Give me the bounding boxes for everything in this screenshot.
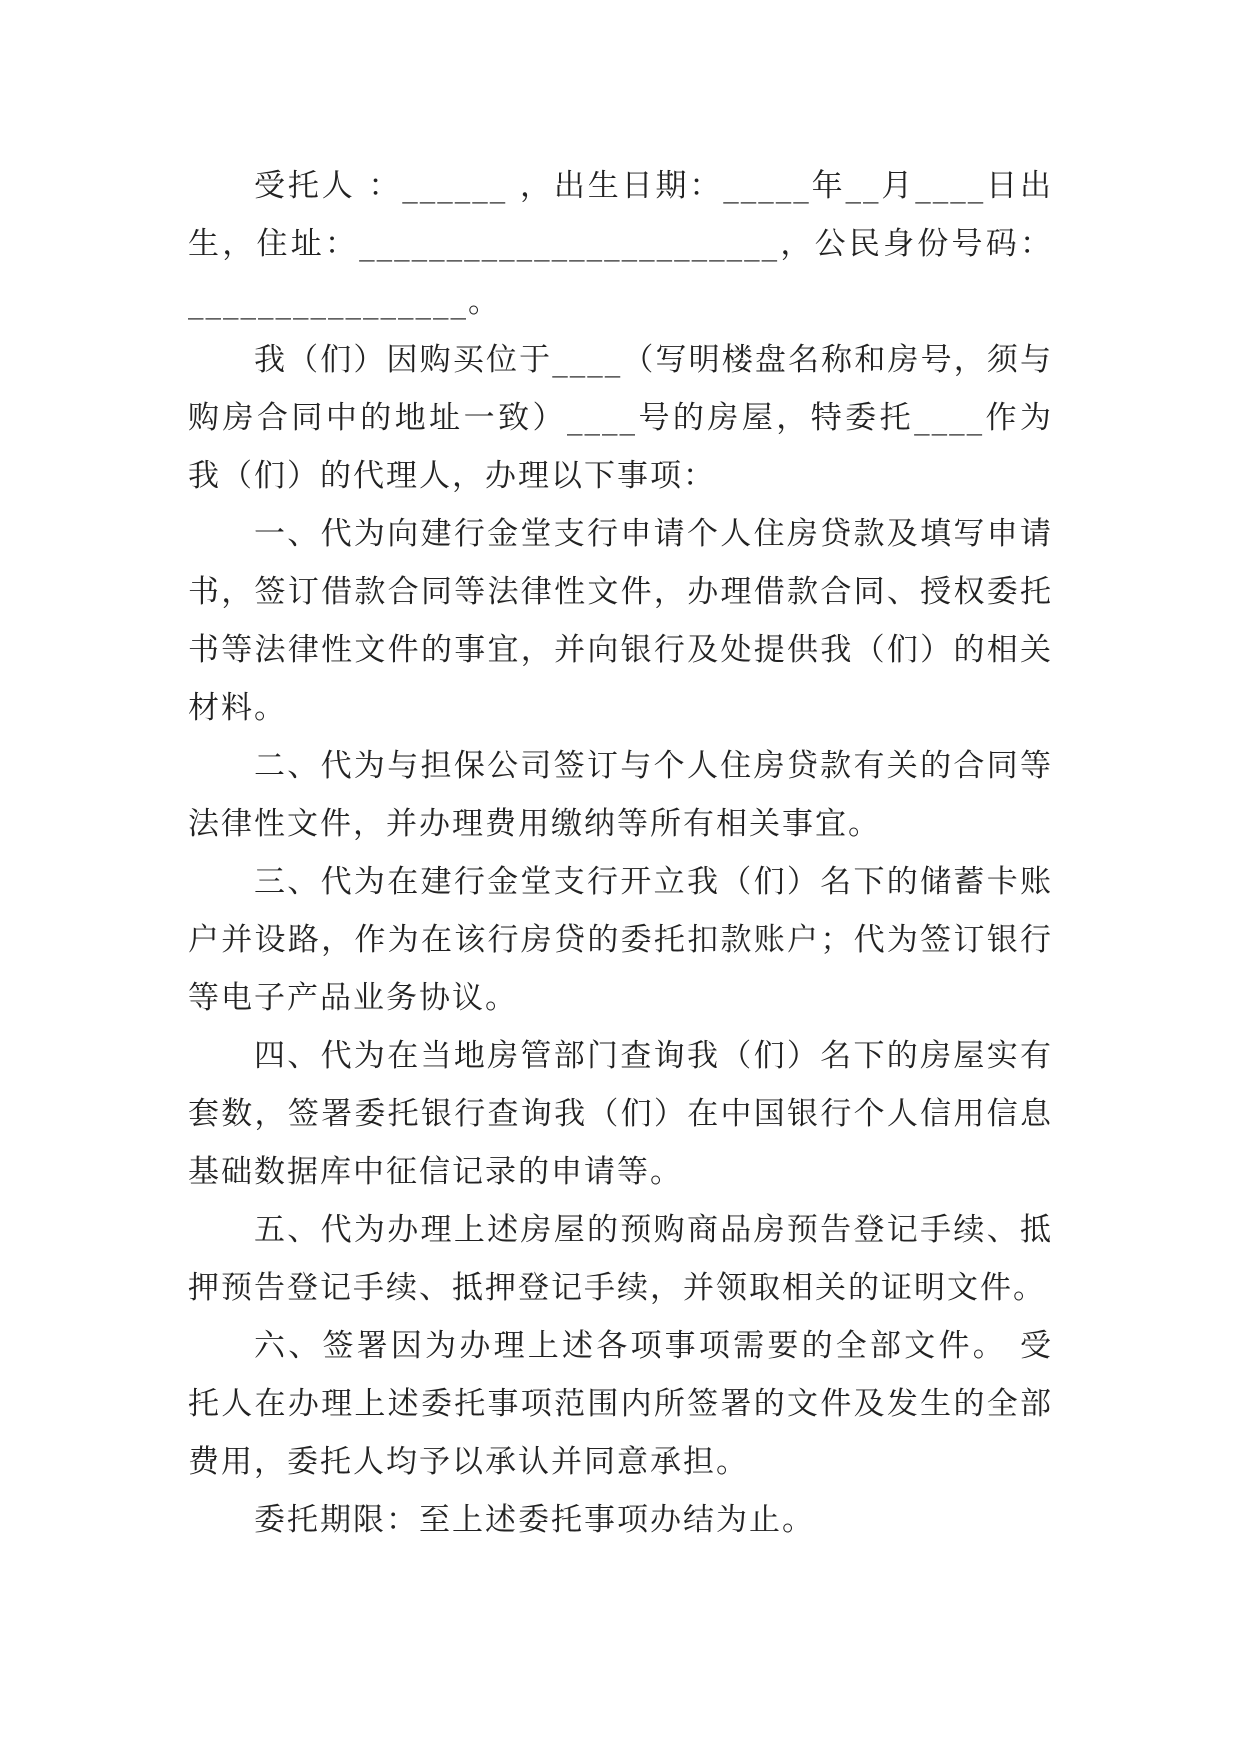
paragraph-purchase-purpose: 我（们）因购买位于____（写明楼盘名称和房号，须与购房合同中的地址一致）____号的房屋，特委托____作为我（们）的代理人，办理以下事项： <box>188 342 1053 494</box>
paragraph-entrustment-period: 委托期限：至上述委托事项办结为止。 <box>254 1502 815 1538</box>
paragraph-item-5-registration: 五、代为办理上述房屋的预购商品房预告登记手续、抵押预告登记手续、抵押登记手续，并领取相关的证明文件。 <box>188 1212 1053 1306</box>
paragraph-item-3-bank-account: 三、代为在建行金堂支行开立我（们）名下的储蓄卡账户并设路，作为在该行房贷的委托扣款账户；代为签订银行等电子产品业务协议。 <box>188 864 1053 1016</box>
paragraph-trustee-info: 受托人 ：______ ，出生日期：_____年__月____日出生，住址：________________________，公民身份号码：________________。 <box>188 168 1053 320</box>
paragraph-item-1-loan-application: 一、代为向建行金堂支行申请个人住房贷款及填写申请书，签订借款合同等法律性文件，办理借款合同、授权委托书等法律性文件的事宜，并向银行及处提供我（们）的相关材料。 <box>188 516 1053 726</box>
paragraph-item-2-guarantee-contract: 二、代为与担保公司签订与个人住房贷款有关的合同等法律性文件，并办理费用缴纳等所有相关事宜。 <box>188 748 1053 842</box>
document-body <box>188 157 1053 1549</box>
paragraph-item-4-property-inquiry: 四、代为在当地房管部门查询我（们）名下的房屋实有套数，签署委托银行查询我（们）在中国银行个人信用信息基础数据库中征信记录的申请等。 <box>188 1038 1053 1190</box>
paragraph-item-6-sign-documents: 六、签署因为办理上述各项事项需要的全部文件。 受托人在办理上述委托事项范围内所签署的文件及发生的全部费用，委托人均予以承认并同意承担。 <box>188 1328 1053 1480</box>
